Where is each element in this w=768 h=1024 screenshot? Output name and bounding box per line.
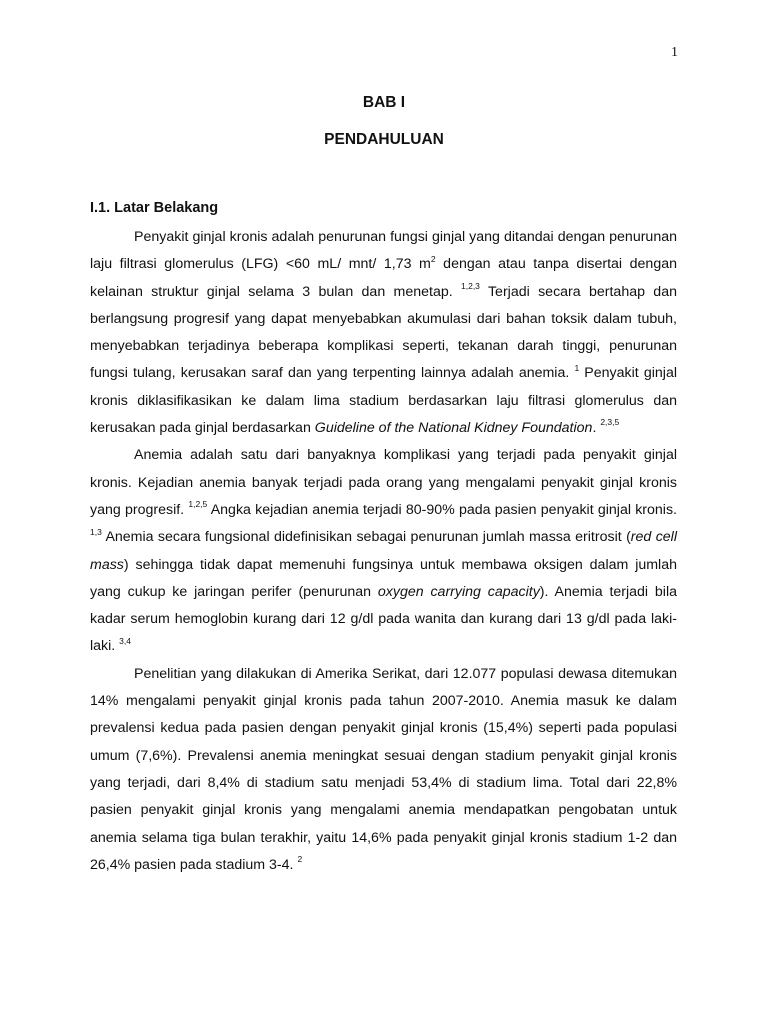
text-run: Penyakit ginjal kronis adalah penurunan fungsi ginjal yang ditandai dengan penurunan laju filtrasi glomerulus (LFG) <60 mL/ mnt/ 1,73 m xyxy=(90,229,677,273)
page-number: 1 xyxy=(671,45,678,60)
text-run: Penelitian yang dilakukan di Amerika Serikat, dari 12.077 populasi dewasa ditemukan 14% mengalami penyakit ginjal kronis pada tahun 2007-2010. Anemia masuk ke dalam prevalensi kedua pada pasien dengan penyakit ginjal kronis (15,4%) seperti pada populasi umum (7,6%). Prevalensi anemia meningkat sesuai dengan stadium penyakit ginjal kronis yang terjadi, dari 8,4% di stadium satu menjadi 53,4% di stadium lima. Total dari 22,8% pasien penyakit ginjal kronis yang mengalami anemia mendapatkan pengobatan untuk anemia selama tiga bulan terakhir, yaitu 14,6% pada penyakit ginjal kronis stadium 1-2 dan 26,4% pasien pada stadium 3-4. xyxy=(90,665,677,873)
paragraph-2 xyxy=(90,442,677,660)
text-run: ). Anemia terjadi bila kadar serum hemoglobin kurang dari 12 g/dl pada wanita dan kurang dari 13 g/dl pada laki-laki. xyxy=(90,583,678,655)
citation-superscript: 2 xyxy=(430,253,436,264)
citation-superscript: 2,3,5 xyxy=(600,417,620,428)
chapter-title: PENDAHULUAN xyxy=(324,131,444,148)
text-run: dengan atau tanpa disertai dengan kelainan struktur ginjal selama 3 bulan dan menetap. xyxy=(90,256,677,300)
italic-term: red cell mass xyxy=(90,529,677,573)
text-run: Angka kejadian anemia terjadi 80-90% pada pasien penyakit ginjal kronis. xyxy=(207,501,677,518)
text-run: Anemia secara fungsional didefinisikan sebagai penurunan jumlah massa eritrosit ( xyxy=(101,529,631,546)
text-run: ) sehingga tidak dapat memenuhi fungsinya untuk membawa oksigen dalam jumlah yang cukup ke jaringan perifer (penurunan xyxy=(90,556,677,600)
text-run: . xyxy=(592,420,601,437)
section-heading: I.1. Latar Belakang xyxy=(90,200,219,216)
citation-superscript: 2 xyxy=(297,854,303,865)
paragraph-3 xyxy=(90,661,677,879)
citation-superscript: 3,4 xyxy=(119,635,131,646)
italic-term: Guideline of the National Kidney Foundation xyxy=(314,420,593,437)
italic-term: oxygen carrying capacity xyxy=(377,583,540,600)
text-run: Terjadi secara bertahap dan berlangsung progresif yang dapat menyebabkan akumulasi dari bahan toksik dalam tubuh, menyebabkan terjadinya beberapa komplikasi seperti, tekanan darah tinggi, penurunan fungsi tulang, kerusakan saraf dan yang terpenting lainnya adalah anemia. xyxy=(90,283,677,382)
citation-superscript: 1 xyxy=(574,362,580,373)
citation-superscript: 1,2,5 xyxy=(188,499,208,510)
body-text xyxy=(90,224,677,879)
citation-superscript: 1,2,3 xyxy=(461,280,480,291)
text-run: Penyakit ginjal kronis diklasifikasikan ke dalam lima stadium berdasarkan laju filtrasi glomerulus dan kerusakan pada ginjal berdasarkan xyxy=(90,365,677,437)
text-run: Anemia adalah satu dari banyaknya komplikasi yang terjadi pada penyakit ginjal kronis. Kejadian anemia banyak terjadi pada orang yang mengalami penyakit ginjal kronis yang progresif. xyxy=(90,447,677,518)
paragraph-1 xyxy=(90,224,677,442)
citation-superscript: 1,3 xyxy=(90,526,102,537)
chapter-number: BAB I xyxy=(362,94,406,111)
